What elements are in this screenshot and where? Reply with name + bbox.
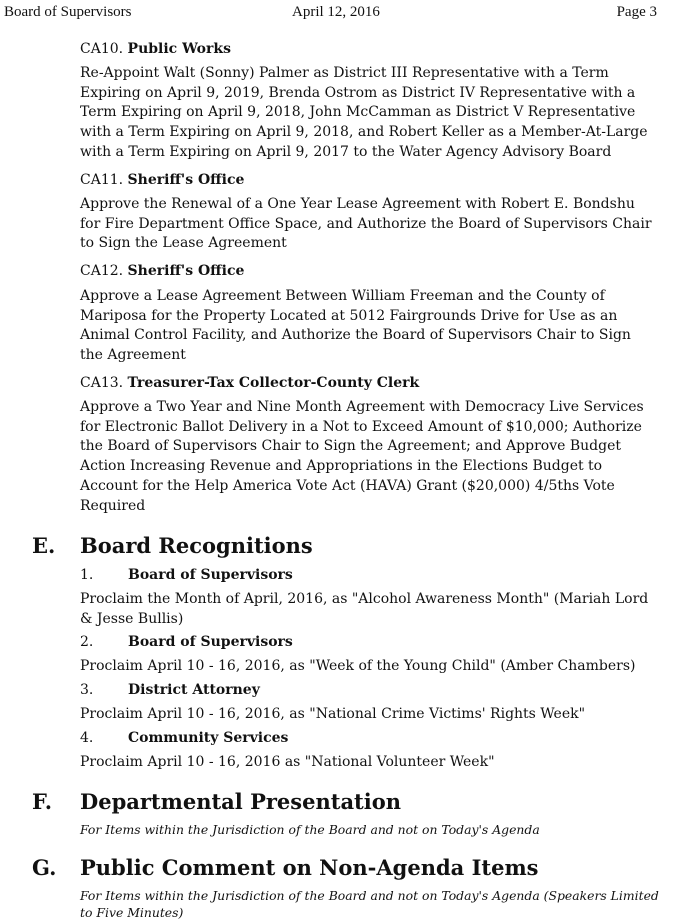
header-page-number: Page 3 — [616, 4, 657, 20]
consent-item-number: CA12. — [80, 263, 124, 279]
recognition-description: Proclaim April 10 - 16, 2016, as "National Crime Victims' Rights Week" — [80, 706, 586, 722]
section-title: Public Comment on Non-Agenda Items — [80, 855, 539, 880]
recognition-description: Proclaim the Month of April, 2016, as "Alcohol Awareness Month" (Mariah Lord & Jesse Bullis) — [80, 591, 649, 627]
recognition-department: Community Services — [128, 730, 289, 746]
section-letter: E. — [32, 533, 56, 558]
consent-item-number: CA11. — [80, 172, 124, 188]
section-note: For Items within the Jurisdiction of the Board and not on Today's Agenda (Speakers Limited to Five Minutes) — [80, 888, 659, 920]
consent-item-description: Approve a Two Year and Nine Month Agreement with Democracy Live Services for Electronic Ballot Delivery in a Not to Exceed Amount of $10,000; Authorize the Board of Supervisors Chair to Sign the Agreement; and Approve Budget Action Increasing Revenue and Appropriations in the Elections Budget to Account for the Help America Vote Act (HAVA) Grant ($20,000) 4/5ths Vote Required — [80, 399, 644, 514]
recognition-number: 3. — [80, 682, 94, 698]
header-board-name: Board of Supervisors — [4, 4, 132, 20]
consent-item-description: Approve a Lease Agreement Between William Freeman and the County of Mariposa for the Property Located at 5012 Fairgrounds Drive for Use as an Animal Control Facility, and Authorize the Board of Supervisors Chair to Sign the Agreement — [80, 288, 631, 364]
recognition-description: Proclaim April 10 - 16, 2016 as "National Volunteer Week" — [80, 754, 495, 770]
recognition-number: 4. — [80, 730, 94, 746]
recognition-description: Proclaim April 10 - 16, 2016, as "Week of the Young Child" (Amber Chambers) — [80, 658, 636, 674]
consent-item-heading — [80, 171, 244, 189]
recognition-department: District Attorney — [128, 682, 260, 698]
consent-item-department: Sheriff's Office — [127, 172, 245, 188]
section-title: Departmental Presentation — [80, 789, 401, 814]
consent-item-description: Approve the Renewal of a One Year Lease Agreement with Robert E. Bondshu for Fire Department Office Space, and Authorize the Board of Supervisors Chair to Sign the Lease Agreement — [80, 196, 652, 252]
section-letter: F. — [32, 789, 53, 814]
consent-item-department: Treasurer-Tax Collector-County Clerk — [127, 375, 420, 391]
consent-item-description: Re-Appoint Walt (Sonny) Palmer as District III Representative with a Term Expiring on April 9, 2019, Brenda Ostrom as District IV Representative with a Term Expiring on April 9, 2018, John McCamman as District V Representative with a Term Expiring on April 9, 2018, and Robert Keller as a Member-At-Large with a Term Expiring on April 9, 2017 to the Water Agency Advisory Board — [80, 65, 648, 160]
recognition-number: 2. — [80, 634, 94, 650]
section-title: Board Recognitions — [80, 533, 313, 558]
consent-item-heading — [80, 40, 231, 58]
consent-item-department: Sheriff's Office — [127, 263, 245, 279]
consent-item-number: CA10. — [80, 41, 124, 57]
consent-item-department: Public Works — [127, 41, 231, 57]
header-date: April 12, 2016 — [292, 4, 380, 20]
section-letter: G. — [32, 855, 57, 880]
consent-item-heading — [80, 262, 244, 280]
recognition-number: 1. — [80, 567, 94, 583]
section-note: For Items within the Jurisdiction of the Board and not on Today's Agenda — [80, 822, 540, 837]
recognition-department: Board of Supervisors — [128, 634, 293, 650]
recognition-department: Board of Supervisors — [128, 567, 293, 583]
consent-item-number: CA13. — [80, 375, 124, 391]
page-header — [0, 4, 680, 24]
consent-item-heading — [80, 374, 419, 392]
